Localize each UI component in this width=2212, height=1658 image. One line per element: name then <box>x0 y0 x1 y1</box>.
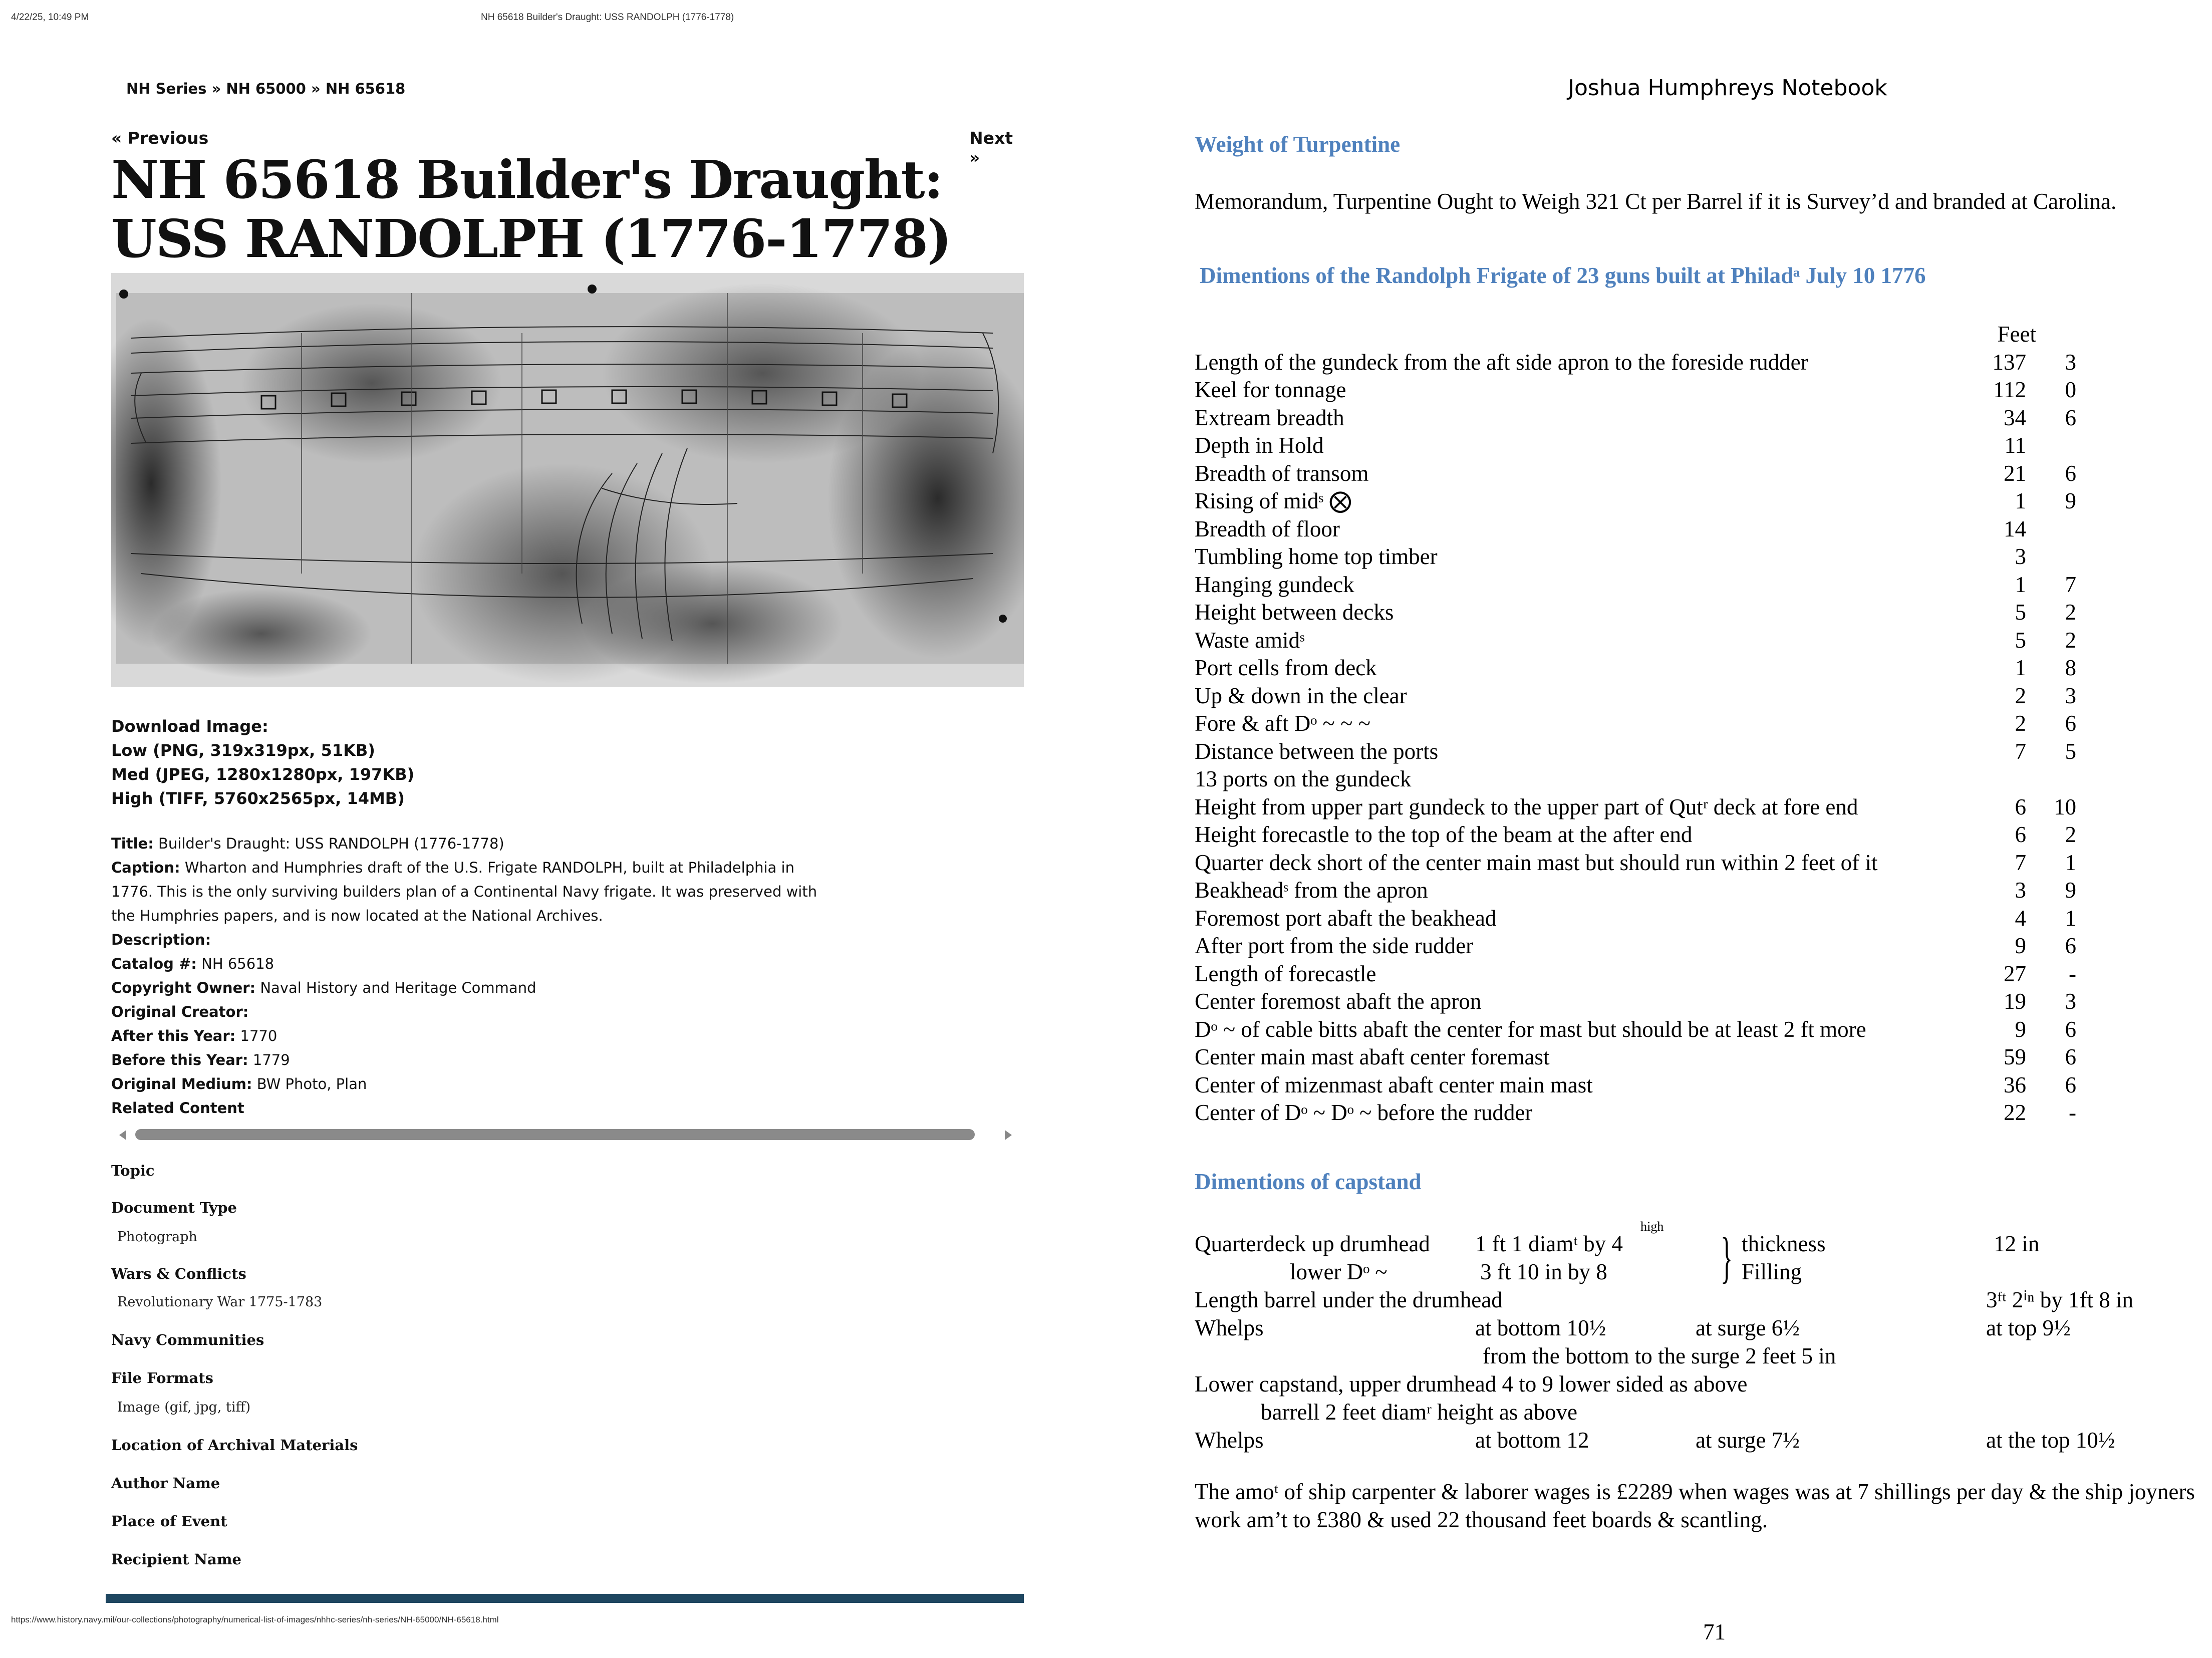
row-label: Center of Dᵒ ~ Dᵒ ~ before the rudder <box>1195 1100 1533 1125</box>
facet-author[interactable]: Author Name <box>111 1475 220 1492</box>
capstand-text: Length barrel under the drumhead <box>1195 1287 1503 1312</box>
capstand-text: Whelps <box>1195 1428 1264 1453</box>
row-label: Depth in Hold <box>1195 433 1324 458</box>
row-inches: 10 <box>2054 794 2076 819</box>
row-feet: 34 <box>2004 405 2026 430</box>
row-feet: 36 <box>2004 1072 2026 1097</box>
dimentions-heading: Dimentions of the Randolph Frigate of 23 guns built at Philadᵃ July 10 1776 <box>1200 263 1926 288</box>
row-inches: 2 <box>2065 627 2076 653</box>
row-feet: 137 <box>1992 349 2026 375</box>
row-label: Breadth of transom <box>1195 460 1369 486</box>
capstand-text: Lower capstand, upper drumhead 4 to 9 lower sided as above <box>1195 1371 1748 1397</box>
row-label: Hanging gundeck <box>1195 572 1354 597</box>
row-inches: 8 <box>2065 655 2076 680</box>
scroll-left-arrow-icon[interactable] <box>119 1130 126 1140</box>
capstand-text: at surge 7½ <box>1696 1428 1800 1453</box>
meta-related-label: Related Content <box>111 1099 244 1117</box>
row-inches: 2 <box>2065 822 2076 847</box>
capstand-dimentions <box>1195 1219 2186 1454</box>
row-feet: 5 <box>2015 627 2026 653</box>
row-label: Fore & aft Dᵒ ~ ~ ~ <box>1195 711 1370 736</box>
capstand-text: 12 in <box>1994 1231 2040 1256</box>
turpentine-memo: Memorandum, Turpentine Ought to Weigh 321 Ct per Barrel if it is Survey’d and branded at Carolina. <box>1195 189 2117 214</box>
download-high-link[interactable]: High (TIFF, 5760x2565px, 14MB) <box>111 789 405 808</box>
row-feet: 14 <box>2004 516 2026 541</box>
row-label: Tumbling home top timber <box>1195 544 1438 569</box>
row-inches: 6 <box>2065 1072 2076 1097</box>
notebook-page <box>1042 0 2212 1658</box>
row-inches: 3 <box>2065 349 2076 375</box>
capstand-line <box>1195 1286 2186 1314</box>
row-label: Dᵒ ~ of cable bitts abaft the center for mast but should be at least 2 ft more <box>1195 1016 1866 1042</box>
row-feet: 9 <box>2015 933 2026 958</box>
breadcrumb-nh-65000[interactable]: NH 65000 <box>226 80 306 97</box>
row-feet: 6 <box>2015 794 2026 819</box>
footer-bar <box>106 1594 1024 1603</box>
row-feet: 2 <box>2015 683 2026 708</box>
wages-paragraph: The amoᵗ of ship carpenter & laborer wages is £2289 when wages was at 7 shillings per day & the ship joyners work am’t to £380 & used 22 thousand feet boards & scantling. <box>1195 1479 2195 1532</box>
row-feet: 5 <box>2015 600 2026 625</box>
meta-caption-label: Caption: <box>111 859 180 876</box>
meta-medium-value: BW Photo, Plan <box>256 1075 367 1092</box>
print-url: https://www.history.navy.mil/our-collections/photography/numerical-list-of-images/nhhc-series/nh-series/NH-65000/NH-65618.html <box>11 1615 499 1624</box>
capstand-line <box>1195 1426 2186 1454</box>
row-inches: 6 <box>2065 1044 2076 1069</box>
row-inches: 3 <box>2065 683 2076 708</box>
row-inches: 9 <box>2065 488 2076 513</box>
row-label: Height between decks <box>1195 600 1394 625</box>
row-inches: - <box>2069 961 2076 986</box>
row-label: Keel for tonnage <box>1195 377 1346 402</box>
meta-after-label: After this Year: <box>111 1027 236 1044</box>
row-feet: 1 <box>2015 572 2026 597</box>
row-inches: 6 <box>2065 711 2076 736</box>
row-inches: 9 <box>2065 878 2076 903</box>
meta-caption-line: 1776. This is the only surviving builders plan of a Continental Navy frigate. It was preserved with <box>111 883 817 900</box>
row-label: Height forecastle to the top of the beam at the after end <box>1195 822 1693 847</box>
capstand-line <box>1195 1370 2186 1398</box>
row-feet: 112 <box>1993 377 2026 402</box>
breadcrumb-separator: » <box>311 80 321 97</box>
capstand-text: from the bottom to the surge 2 feet 5 in <box>1483 1343 1836 1368</box>
previous-link[interactable]: « Previous <box>111 128 209 148</box>
row-inches: 1 <box>2065 850 2076 875</box>
draught-drawing <box>111 273 1024 687</box>
row-label: Distance between the ports <box>1195 738 1439 764</box>
row-label: After port from the side rudder <box>1195 933 1474 958</box>
facet-recipient[interactable]: Recipient Name <box>111 1551 241 1568</box>
facet-file-formats-value[interactable]: Image (gif, jpg, tiff) <box>117 1400 251 1415</box>
image-metadata <box>111 832 863 1120</box>
row-feet: 11 <box>2004 433 2026 458</box>
row-label: 13 ports on the gundeck <box>1195 766 1412 791</box>
row-label: Rising of midˢ ⨂ <box>1195 488 1352 513</box>
capstand-text: lower Dᵒ ~ <box>1290 1259 1388 1284</box>
row-inches: 6 <box>2065 1016 2076 1042</box>
row-label: Port cells from deck <box>1195 655 1377 680</box>
facet-place[interactable]: Place of Event <box>111 1513 227 1530</box>
capstand-text: at surge 6½ <box>1696 1315 1800 1340</box>
row-label: Foremost port abaft the beakhead <box>1195 905 1497 931</box>
capstand-line <box>1195 1314 2186 1342</box>
breadcrumb-current: NH 65618 <box>325 80 406 97</box>
facet-topic[interactable]: Topic <box>111 1162 155 1179</box>
download-low-link[interactable]: Low (PNG, 319x319px, 51KB) <box>111 741 375 760</box>
row-feet: 1 <box>2015 655 2026 680</box>
notebook-header: Joshua Humphreys Notebook <box>1568 75 1887 101</box>
capstand-heading: Dimentions of capstand <box>1195 1169 1422 1194</box>
row-inches: 6 <box>2065 460 2076 486</box>
feet-column-header: Feet <box>1997 322 2036 347</box>
row-feet: 22 <box>2004 1100 2026 1125</box>
breadcrumb-separator: » <box>211 80 221 97</box>
facet-location[interactable]: Location of Archival Materials <box>111 1437 358 1454</box>
row-label: Breadth of floor <box>1195 516 1340 541</box>
facet-list <box>111 1162 863 1569</box>
print-title: NH 65618 Builder's Draught: USS RANDOLPH (1776-1778) <box>481 12 734 23</box>
meta-title-value: Builder's Draught: USS RANDOLPH (1776-1778) <box>158 835 504 852</box>
page-title: NH 65618 Builder's Draught: USS RANDOLPH (1776-1778) <box>111 149 951 269</box>
capstand-text: at the top 10½ <box>1986 1428 2115 1453</box>
row-feet: 3 <box>2015 878 2026 903</box>
row-label: Waste amidˢ <box>1195 627 1305 653</box>
capstand-text: thickness <box>1742 1231 1826 1256</box>
scroll-right-arrow-icon[interactable] <box>1005 1130 1012 1140</box>
row-feet: 3 <box>2015 544 2026 569</box>
row-label: Center main mast abaft center foremast <box>1195 1044 1550 1069</box>
breadcrumb-nh-series[interactable]: NH Series <box>126 80 207 97</box>
breadcrumb <box>126 80 405 97</box>
meta-catalog-value: NH 65618 <box>201 955 274 972</box>
meta-after-value: 1770 <box>240 1027 278 1044</box>
capstand-text: Quarterdeck up drumhead <box>1195 1231 1430 1256</box>
facet-document-type[interactable]: Document Type <box>111 1199 237 1216</box>
row-inches: 5 <box>2065 738 2076 764</box>
meta-creator-label: Original Creator: <box>111 1003 249 1020</box>
meta-copyright-value: Naval History and Heritage Command <box>260 979 536 996</box>
scrollbar-thumb[interactable] <box>135 1129 975 1140</box>
capstand-line <box>1195 1398 2186 1426</box>
capstand-text: at bottom 12 <box>1475 1428 1589 1453</box>
facet-document-type-value[interactable]: Photograph <box>117 1229 197 1245</box>
row-inches: - <box>2069 1100 2076 1125</box>
row-label: Extream breadth <box>1195 405 1344 430</box>
row-feet: 19 <box>2004 989 2026 1014</box>
meta-caption-line: Wharton and Humphries draft of the U.S. Frigate RANDOLPH, built at Philadelphia in <box>184 859 794 876</box>
row-inches: 2 <box>2065 600 2076 625</box>
row-feet: 6 <box>2015 822 2026 847</box>
facet-file-formats[interactable]: File Formats <box>111 1369 213 1387</box>
facet-wars-value[interactable]: Revolutionary War 1775-1783 <box>117 1294 323 1310</box>
related-content-scrollbar[interactable] <box>111 1128 1024 1142</box>
brace-icon: } <box>1721 1227 1733 1289</box>
row-inches: 3 <box>2065 989 2076 1014</box>
row-feet: 2 <box>2015 711 2026 736</box>
row-inches: 6 <box>2065 933 2076 958</box>
row-feet: 59 <box>2004 1044 2026 1069</box>
capstand-text: Filling <box>1742 1259 1802 1284</box>
page-number: 71 <box>1703 1619 1726 1644</box>
row-label: Length of forecastle <box>1195 961 1376 986</box>
capstand-line: Quarterdeck up drumhead 1 ft 1 diamᵗ by 4 high } thickness 12 in <box>1195 1219 2040 1289</box>
row-label: Center foremost abaft the apron <box>1195 989 1482 1014</box>
row-feet: 27 <box>2004 961 2026 986</box>
meta-title-label: Title: <box>111 835 154 852</box>
meta-before-label: Before this Year: <box>111 1051 248 1068</box>
capstand-text: barrell 2 feet diamʳ height as above <box>1261 1400 1578 1425</box>
meta-description-label: Description: <box>111 931 211 948</box>
row-label: Length of the gundeck from the aft side apron to the foreside rudder <box>1195 349 1808 375</box>
row-feet: 4 <box>2015 905 2026 931</box>
meta-copyright-label: Copyright Owner: <box>111 979 256 996</box>
row-feet: 21 <box>2004 460 2026 486</box>
capstand-text: at top 9½ <box>1986 1315 2071 1340</box>
row-label: Height from upper part gundeck to the upper part of Qutʳ deck at fore end <box>1195 794 1858 819</box>
row-label: Quarter deck short of the center main mast but should run within 2 feet of it <box>1195 850 1878 875</box>
facet-wars[interactable]: Wars & Conflicts <box>111 1265 246 1282</box>
row-feet: 7 <box>2015 850 2026 875</box>
row-inches: 6 <box>2065 405 2076 430</box>
row-inches: 7 <box>2065 572 2076 597</box>
facet-communities[interactable]: Navy Communities <box>111 1331 264 1348</box>
capstand-text: 1 ft 1 diamᵗ by 4 <box>1475 1231 1623 1256</box>
download-section <box>111 714 414 810</box>
download-heading: Download Image: <box>111 717 268 736</box>
webpage-printout: NH Series » NH 65000 » NH 65618 « Previous Next » NH 65618 Builder's Draught: USS RANDOLPH (1776-1778) Download Image: Low (PNG, 319x319px, 51KB) Med (JPEG, 1280x1280px, 197KB) High (TIFF, 5760x2565px, 14MB) Title: Builder's Draught: USS RANDOLPH (1776-1778) Caption: Wharton and Humphries draft of the U.S. Frigate RANDOLPH, built at Philadelphia in 1776. This is the only surviving builders plan of a Continental Navy frigate. It was preserved with the Humphries papers, and is now located at the National Archives. Description: Catalog #: NH 65618 Copyright Owner: Naval History and Heritage Command Original Creator: After this Year: 1770 Before this Year: 1779 Original Medium: BW Photo, Plan Related Content Topic Document Type Photograph Wars & Conflicts Revolutionary War 1775-1783 Navy Communities File Formats Image (gif, jpg, tiff) Location of Archival Materials Author Name Place of Event Recipient Name <box>0 0 1042 1658</box>
row-label: Up & down in the clear <box>1195 683 1407 708</box>
row-inches: 1 <box>2065 905 2076 931</box>
row-feet: 9 <box>2015 1016 2026 1042</box>
download-med-link[interactable]: Med (JPEG, 1280x1280px, 197KB) <box>111 765 415 784</box>
meta-before-value: 1779 <box>252 1051 290 1068</box>
capstand-text: 3ᶠᵗ 2ⁱⁿ by 1ft 8 in <box>1986 1287 2133 1312</box>
capstand-line <box>1195 1258 2186 1286</box>
turpentine-heading: Weight of Turpentine <box>1195 132 1401 157</box>
row-feet: 1 <box>2015 488 2026 513</box>
capstand-text: 3 ft 10 in by 8 <box>1480 1259 1607 1284</box>
row-feet: 7 <box>2015 738 2026 764</box>
meta-caption-line: the Humphries papers, and is now located at the National Archives. <box>111 907 603 924</box>
print-date: 4/22/25, 10:49 PM <box>11 12 89 23</box>
capstand-line <box>1195 1342 2186 1370</box>
row-label: Center of mizenmast abaft center main mast <box>1195 1072 1593 1097</box>
capstand-text: at bottom 10½ <box>1475 1315 1606 1340</box>
builders-draught-image[interactable] <box>111 273 1024 687</box>
row-label: Beakheadˢ from the apron <box>1195 878 1428 903</box>
capstand-text: Whelps <box>1195 1315 1264 1340</box>
row-inches: 0 <box>2065 377 2076 402</box>
meta-catalog-label: Catalog #: <box>111 955 197 972</box>
meta-medium-label: Original Medium: <box>111 1075 252 1092</box>
